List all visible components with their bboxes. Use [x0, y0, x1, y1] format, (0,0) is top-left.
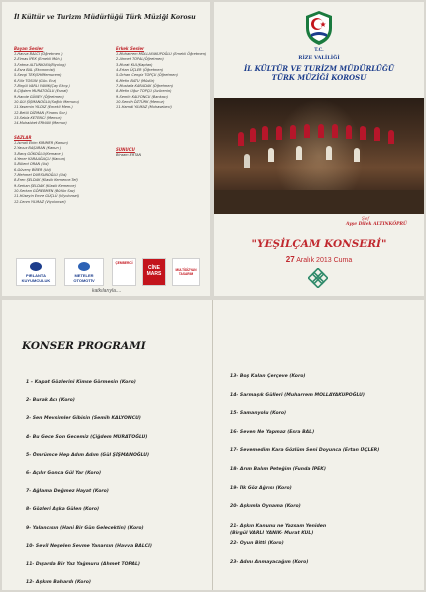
song-item: 15- Samanyolu (Koro)	[230, 411, 287, 417]
song-item: 6- Açılır Gonca Gül Yar (Koro)	[26, 470, 102, 476]
concert-title: "YEŞİLÇAM KONSERİ"	[251, 238, 387, 250]
directorate-title: İL KÜLTÜR VE TURİZM MÜDÜRLÜĞÜ TÜRK MÜZİĞİ KOROSU	[244, 64, 394, 82]
member-entry: 2-Yavuz BAŞARAN (Kanun )	[14, 146, 62, 151]
member-entry: 10-Serkan GÖREBMEN (Bütün Saz)	[14, 188, 75, 193]
member-entry: 1-Havva BALCI (Öğretmen )	[14, 52, 63, 56]
program-panel	[2, 300, 424, 590]
song-item: 1 – Kapat Gözlerini Kimse Görmesin (Koro)	[26, 380, 136, 385]
member-entry: 8-Çiğdem MURATOĞLU (Esnaf)	[14, 89, 68, 94]
song-item: 11- Dışarda Bir Yaz Yağmuru (Ahmet TOPAL)	[26, 561, 141, 567]
song-item: 13- Boş Kalan Çerçeve (Koro)	[230, 374, 306, 379]
governorship-emblem-icon	[304, 10, 334, 46]
song-item: 12- Aşkım Bahardı (Koro)	[26, 580, 91, 586]
song-item: 17- Sevemedim Kara Gözlüm Seni Doyunca (Ertan ÜÇLER)	[230, 448, 380, 454]
song-item: 3- Sen Mevsimler Gibisin (Semih KALYONCU)	[26, 416, 141, 422]
cover-panel	[214, 2, 424, 296]
song-item: 20- Aşkımla Oynama (Koro)	[230, 504, 301, 510]
member-entry: 9-Hande GÜNEY (Öğretmen)	[14, 94, 64, 99]
song-list-right	[230, 374, 414, 579]
diamond-icon	[30, 262, 42, 271]
member-entry: 1-İsmail Ekim KIRIMER (Kanun)	[14, 140, 68, 145]
car-badge-icon	[78, 262, 90, 271]
song-item: 19- İlk Göz Ağrısı (Koro)	[230, 485, 292, 491]
song-item: 18- Arım Balım Peteğim (Funda İPEK)	[230, 466, 326, 472]
member-list-instruments	[14, 141, 110, 205]
conductor-name: Ayşe Dilek ALTINKÖPRÜ	[346, 222, 407, 227]
sponsor-logo: CİNE MARS	[142, 258, 166, 286]
section-heading-male: Erkek Sesler	[116, 46, 145, 51]
member-entry: 3-Barış GÖKOĞLU(Kemane )	[14, 151, 64, 156]
song-item: 14- Sarmaşık Gülleri (Muharrem MOLLAYAKUPOĞLU)	[230, 392, 365, 398]
member-entry: 12-Betül DİZMAN (Finans Sor.)	[14, 110, 68, 115]
song-item: 10- Sevil Neşelen Sevme Yanarsın (Havva BALCI)	[26, 543, 152, 549]
section-heading-instruments: SAZLAR	[14, 134, 32, 140]
section-heading-female: Bayan Sesler	[14, 46, 44, 51]
member-entry: 1-Muharrem MOLLAYAKUPOĞLU (Emekli Öğretmen)	[116, 52, 207, 56]
song-item: 22- Oyun Bitti (Koro)	[230, 541, 284, 547]
sponsor-logo: ÇEMBERCİ	[112, 258, 136, 286]
member-entry: 7-Mustafa KARADAK (Öğretmen)	[116, 84, 174, 89]
song-item: 16- Seven Ne Yapmaz (Esra BAL)	[230, 429, 315, 435]
member-entry: 6-Güvenç BİBER (Ud)	[14, 167, 52, 172]
member-entry: 2-Ahmet TOPAL(Öğretmen)	[116, 57, 164, 62]
members-panel	[2, 2, 210, 296]
song-item: 9- Yalancısın (Hani Bir Gün Gelecektin) (Koro)	[26, 525, 144, 531]
section-heading-presenter: SUNUCU	[116, 146, 135, 152]
member-entry: 11-Hamdi YILMAZ (Muhasebeci)	[116, 105, 172, 110]
member-entry: 5-Bülent ORAN (Ud)	[14, 162, 49, 167]
member-entry: 10-Gül ŞİŞMANOĞLU(Sağlık Memuru)	[14, 100, 80, 105]
sponsor-logos	[16, 258, 200, 286]
member-entry: 8-Metin Uğur TOPÇU (Avürenin)	[116, 89, 172, 94]
member-entry: 7-Birgül VARLI YANIK(Çay Ekoy.)	[14, 84, 70, 89]
song-item: 8- Gözleri Aşka Gülen (Koro)	[26, 507, 100, 513]
sponsor-logo: MULTİDİZYAN TASARIM	[172, 258, 200, 286]
governorship-label: RİZE VALİLİĞİ	[298, 55, 340, 61]
sponsor-logo: PIRLANTA KUYUMCULUK	[16, 258, 56, 286]
conductor-role: Şef	[362, 216, 369, 221]
member-entry: 6-Metin BATU (Müdür)	[116, 78, 155, 83]
member-entry: 5-Orhan Cengiz TOPÇU (Öğretmen)	[116, 73, 178, 78]
sponsor-logo: METELER OTOMOTİV	[64, 258, 104, 286]
song-item: 2- Burak Acı (Koro)	[26, 398, 75, 404]
member-entry: 9-Serkan ŞELDAK (Klasik Kemence)	[14, 183, 76, 188]
song-item: 4- Bu Gece Son Gecemiz (Çiğdem MURATOĞLU)	[26, 434, 148, 440]
song-list-left	[26, 380, 206, 590]
member-entry: 3-Murat KUL(Kaptan)	[116, 62, 153, 67]
member-entry: 4-Yener KARAAĞAÇLI (Kanun)	[14, 156, 66, 161]
member-entry: 13-Sebla KETENCİ (Memur)	[14, 116, 62, 121]
member-entry: 14-Muhabbet ERHAN (Memur)	[14, 121, 67, 126]
member-list-female	[14, 52, 110, 127]
member-entry: 4-Esra BAL (Ekonomist)	[14, 68, 56, 73]
song-item: 5- Ömrümce Hep Adım Adım (Gül ŞİŞMANOĞLU)	[26, 452, 150, 458]
song-item: 7- Ağlama Değmez Hayat (Koro)	[26, 489, 109, 495]
member-entry: 3-Fatma ALTUNKAYA(Biyolog)	[14, 62, 66, 67]
choir-photo	[214, 98, 424, 214]
members-column-b	[116, 46, 208, 158]
members-column-a	[14, 46, 110, 205]
member-list-male	[116, 52, 208, 111]
member-entry: 7-Mehmet DURSUNOĞLU (Ud)	[14, 172, 67, 177]
member-entry: 8-Eren ŞELDAK (Klasik Kemence-Tef)	[14, 178, 78, 183]
contributions-note: katkılarıyla....	[92, 288, 122, 294]
member-entry: 4-Ertan ÜÇLER (Öğretmen)	[116, 68, 164, 73]
song-item: 21- Aşkın Kanunu ne Yazsam Yeniden (Birgül VARLI YANIK- Murat KUL)	[230, 523, 327, 536]
member-entry: Biraam ERTAN	[116, 152, 142, 157]
member-entry: 11-Yasemin YILDIZ (Emekli Mem.)	[14, 105, 73, 110]
tc-label: T.C.	[314, 48, 324, 53]
member-list-presenter	[116, 153, 208, 158]
program-title: KONSER PROGRAMI	[22, 340, 146, 352]
member-entry: 9-Semih KALYONCU (Bankacı)	[116, 94, 169, 99]
concert-date: 27 Aralık 2013 Cuma	[285, 255, 353, 264]
member-entry: 5-Sevgi TEK(SHfMemurem)	[14, 73, 62, 78]
member-entry: 6-Filiz TOSUN (Güv. Ecz)	[14, 78, 57, 83]
member-entry: 10-Semih ÖZTÜRK (Memur)	[116, 100, 165, 105]
song-item: 23- Adını Anmayacağım (Koro)	[230, 559, 309, 565]
member-entry: 12-Cenm YILMAZ (Viyolonsel)	[14, 199, 66, 204]
choir-header: İl Kültür ve Turizm Müdürlüğü Türk Müziği Korosu	[14, 14, 196, 21]
member-entry: 11-Hüseyin Emre GÜÇLÜ (Viyolonsel)	[14, 194, 80, 199]
member-entry: 2-Elmas İPEK (Emekli Müh.)	[14, 57, 63, 62]
ornament-knot-icon	[308, 268, 328, 288]
